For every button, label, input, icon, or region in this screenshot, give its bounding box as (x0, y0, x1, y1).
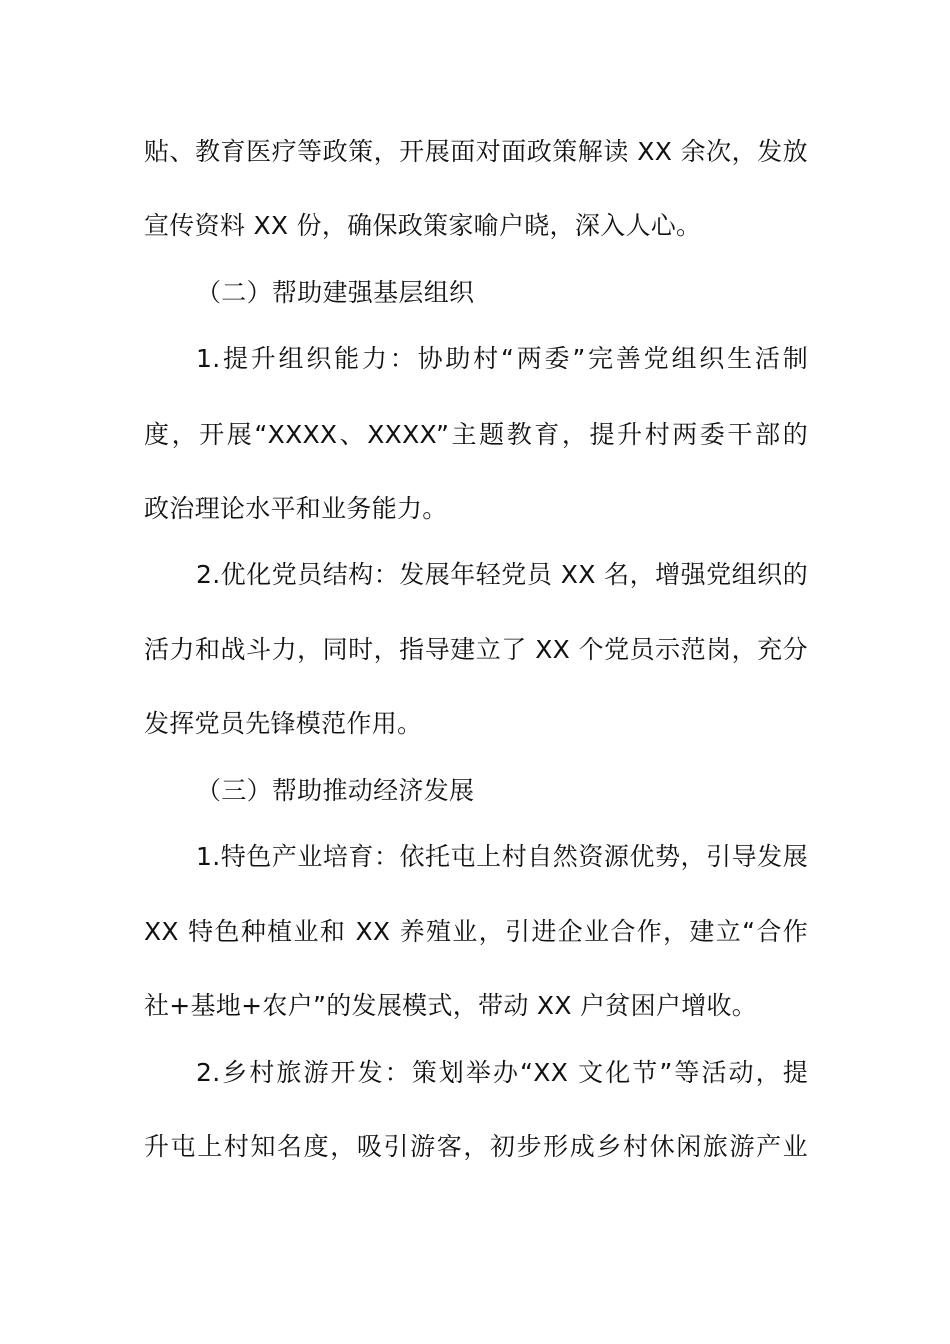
paragraph-line: 度，开展“XXXX、XXXX”主题教育，提升村两委干部的 (144, 420, 808, 449)
paragraph-line: 2.乡村旅游开发：策划举办“XX 文化节”等活动，提 (196, 1058, 808, 1087)
paragraph-line: 1.特色产业培育：依托屯上村自然资源优势，引导发展 (196, 842, 808, 871)
section-heading: （二）帮助建强基层组织 (196, 278, 475, 307)
section-heading: （三）帮助推动经济发展 (196, 776, 475, 805)
paragraph-line: 升屯上村知名度，吸引游客，初步形成乡村休闲旅游产业 (144, 1132, 808, 1161)
paragraph-line: 政治理论水平和业务能力。 (144, 494, 448, 523)
paragraph-line: 社+基地+农户”的发展模式，带动 XX 户贫困户增收。 (144, 991, 758, 1020)
paragraph-line: 宣传资料 XX 份，确保政策家喻户晓，深入人心。 (144, 211, 702, 240)
paragraph-line: 发挥党员先锋模范作用。 (144, 709, 423, 738)
paragraph-line: 1.提升组织能力：协助村“两委”完善党组织生活制 (196, 344, 808, 373)
paragraph-line: 活力和战斗力，同时，指导建立了 XX 个党员示范岗，充分 (144, 635, 808, 664)
paragraph-line: 2.优化党员结构：发展年轻党员 XX 名，增强党组织的 (196, 560, 808, 589)
paragraph-line: XX 特色种植业和 XX 养殖业，引进企业合作，建立“合作 (144, 917, 808, 946)
paragraph-line: 贴、教育医疗等政策，开展面对面政策解读 XX 余次，发放 (144, 137, 808, 166)
